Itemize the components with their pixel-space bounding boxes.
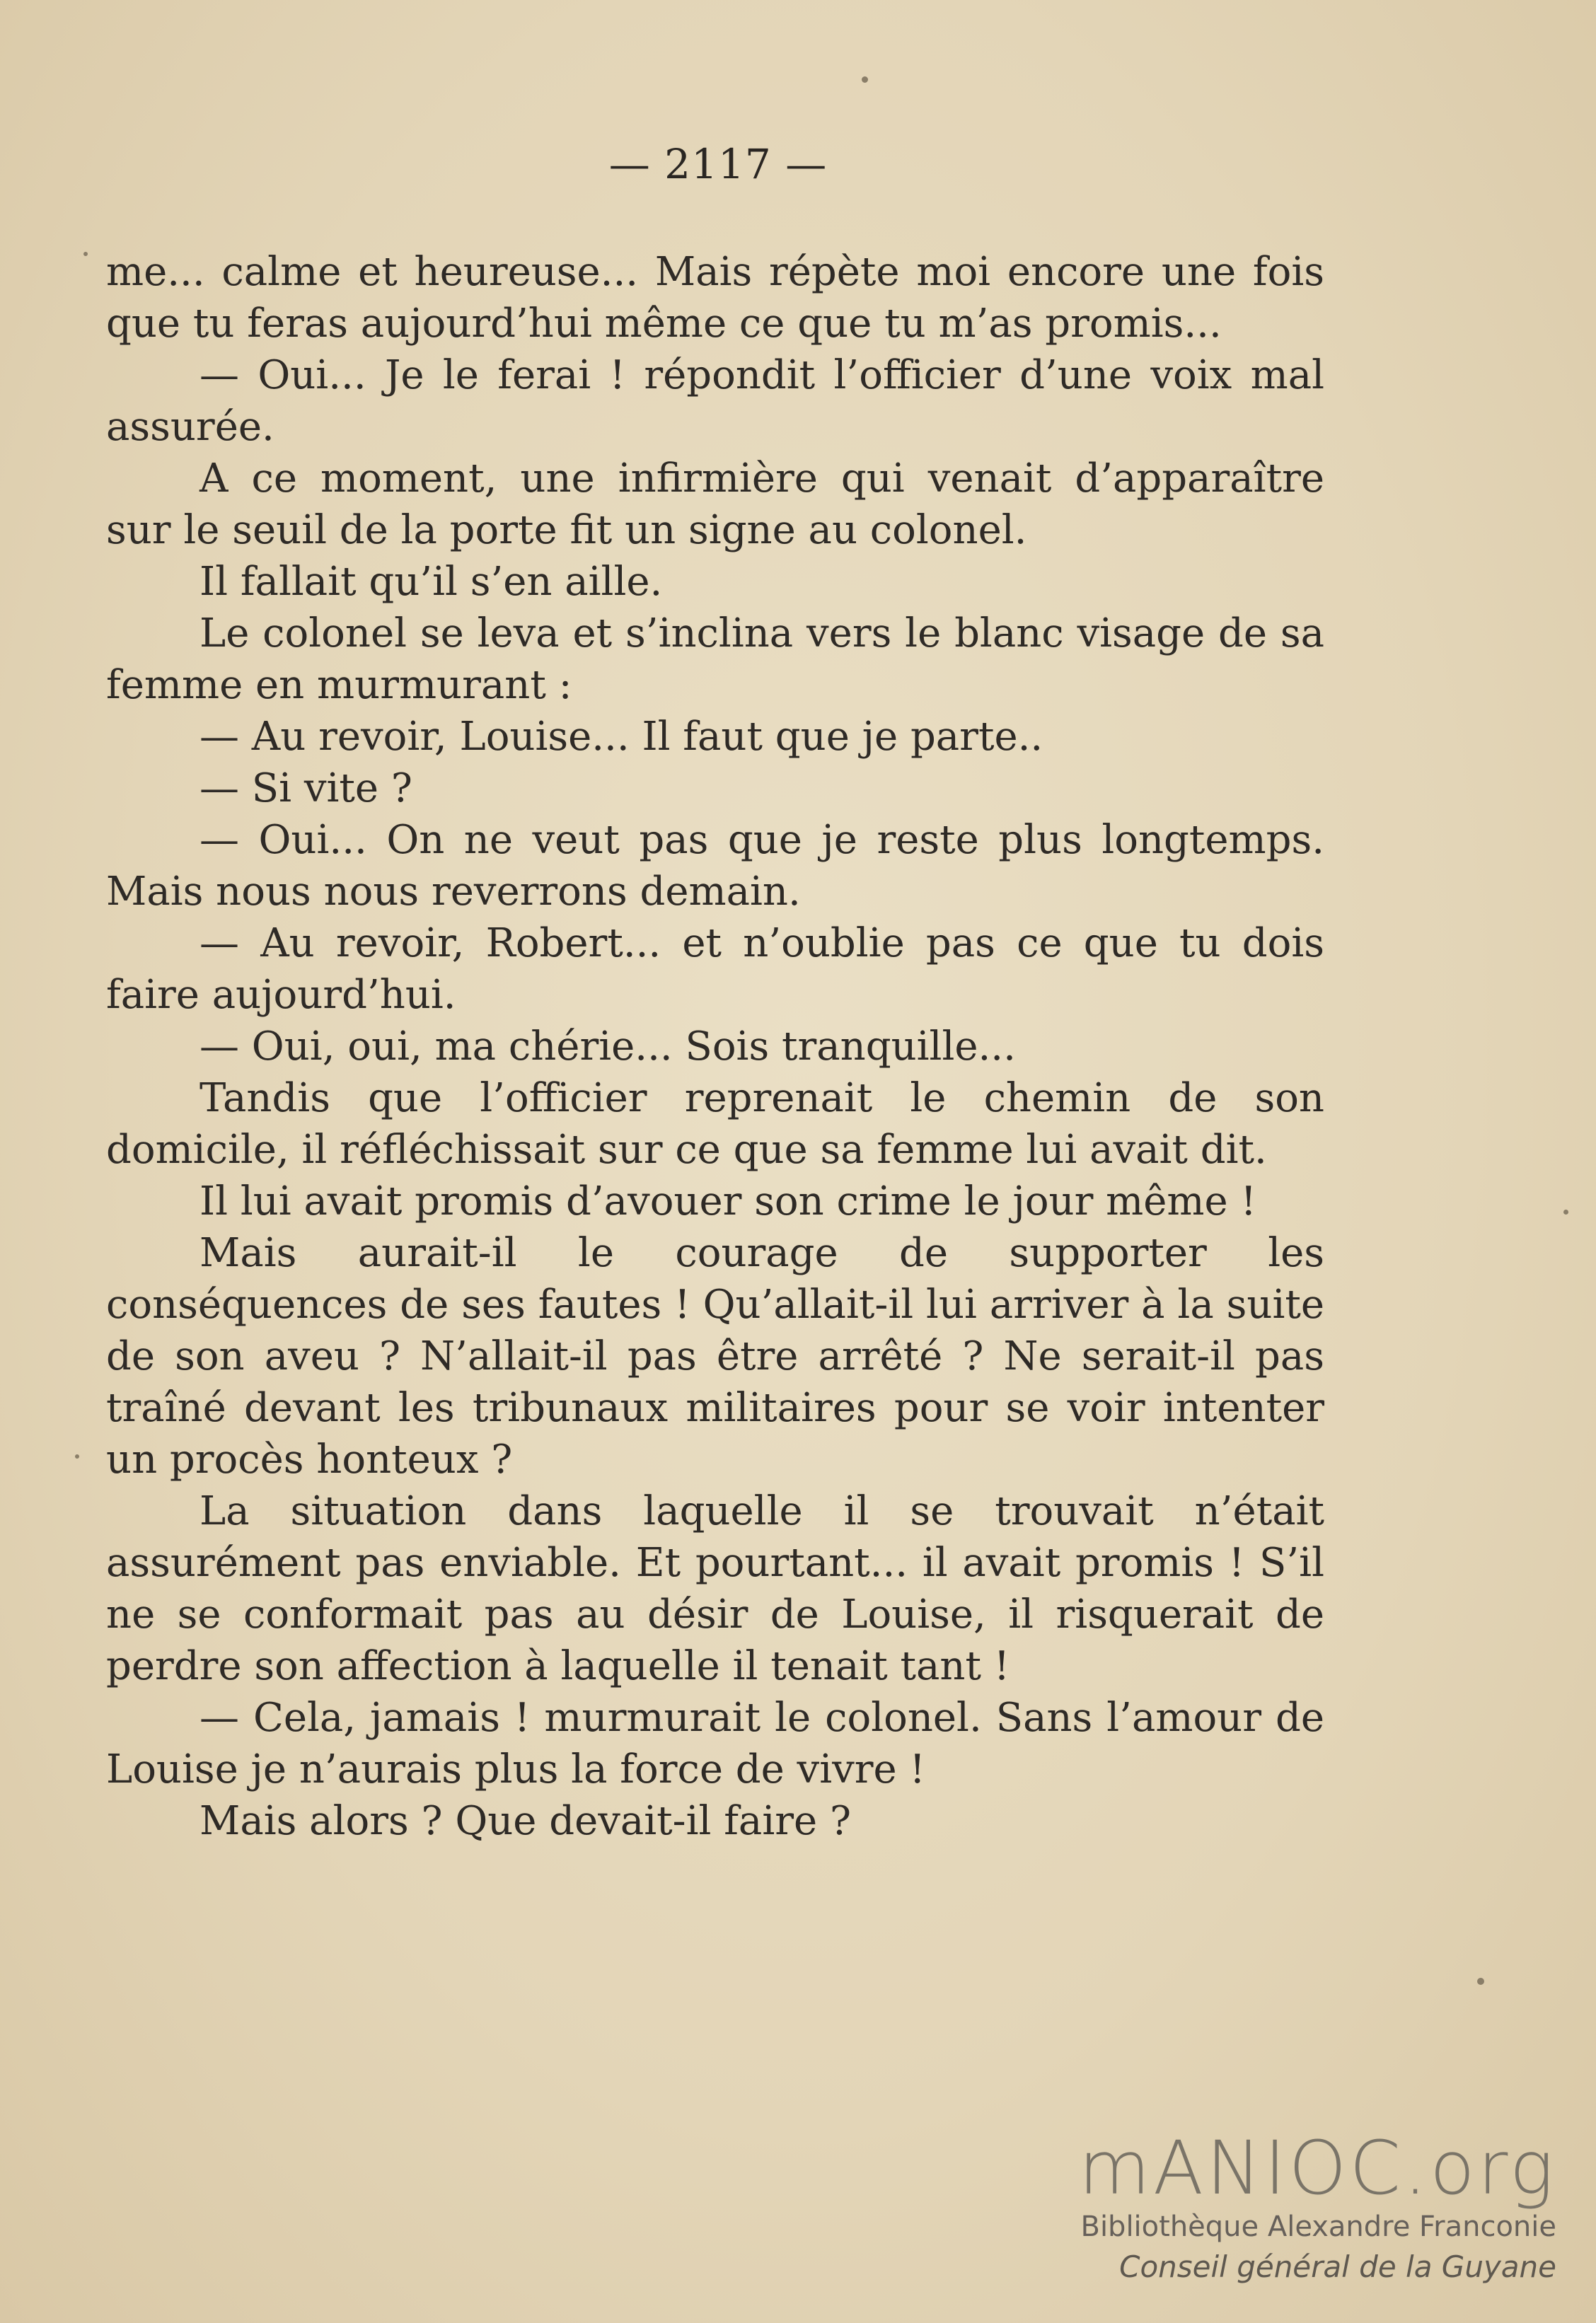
paragraph: Le colonel se leva et s’inclina vers le blanc visage de sa femme en murmurant : [106,610,1324,708]
paragraph: La situation dans laquelle il se trouvait n’était assurément pas enviable. Et pourtant... il avait promis ! S’il ne se conformait pas au désir de Louise, il risquerait de perdre son affection à laquelle il tenait tant ! [106,1488,1324,1689]
paragraph: — Cela, jamais ! murmurait le colonel. Sans l’amour de Louise je n’aurais plus la force de vivre ! [106,1695,1324,1792]
paragraph: — Oui, oui, ma chérie... Sois tranquille... [200,1024,1016,1070]
paragraph: — Oui... On ne veut pas que je reste plus longtemps. Mais nous nous reverrons demain. [106,817,1324,915]
council-name: Conseil général de la Guyane [1119,2249,1556,2284]
paragraph: — Au revoir, Robert... et n’oublie pas ce que tu dois faire aujourd’hui. [106,920,1324,1018]
paragraph: — Oui... Je le ferai ! répondit l’officier d’une voix mal assurée. [106,352,1324,450]
body-text [106,246,1324,1847]
page-number: — 2117 — [608,140,828,188]
paragraph: Mais alors ? Que devait-il faire ? [200,1798,851,1844]
paper-speck [1477,1978,1484,1985]
paragraph: Tandis que l’officier reprenait le chemin de son domicile, il réfléchissait sur ce que sa femme lui avait dit. [106,1075,1324,1173]
manioc-logo: mANIOC.org [1078,2125,1556,2211]
paragraph-continuation: me... calme et heureuse... Mais répète moi encore une fois que tu feras aujourd’hui même ce que tu m’as promis... [106,249,1324,347]
paragraph: A ce moment, une infirmière qui venait d’apparaître sur le seuil de la porte fit un signe au colonel. [106,456,1324,553]
library-stamp [1061,2125,1556,2288]
paragraph: — Si vite ? [200,765,412,811]
paragraph: Mais aurait-il le courage de supporter les conséquences de ses fautes ! Qu’allait-il lui arriver à la suite de son aveu ? N’allait-il pas être arrêté ? Ne serait-il pas traîné devant les tribunaux militaires pour se voir intenter un procès honteux ? [106,1230,1324,1483]
library-name: Bibliothèque Alexandre Franconie [1080,2211,1556,2243]
paragraph: Il lui avait promis d’avouer son crime le jour même ! [200,1178,1256,1224]
paper-speck [75,1454,79,1459]
paper-speck [1563,1210,1568,1215]
paragraph: Il fallait qu’il s’en aille. [200,559,663,605]
paper-speck [862,76,868,83]
paper-speck [83,252,88,256]
paragraph: — Au revoir, Louise... Il faut que je parte.. [200,714,1043,760]
